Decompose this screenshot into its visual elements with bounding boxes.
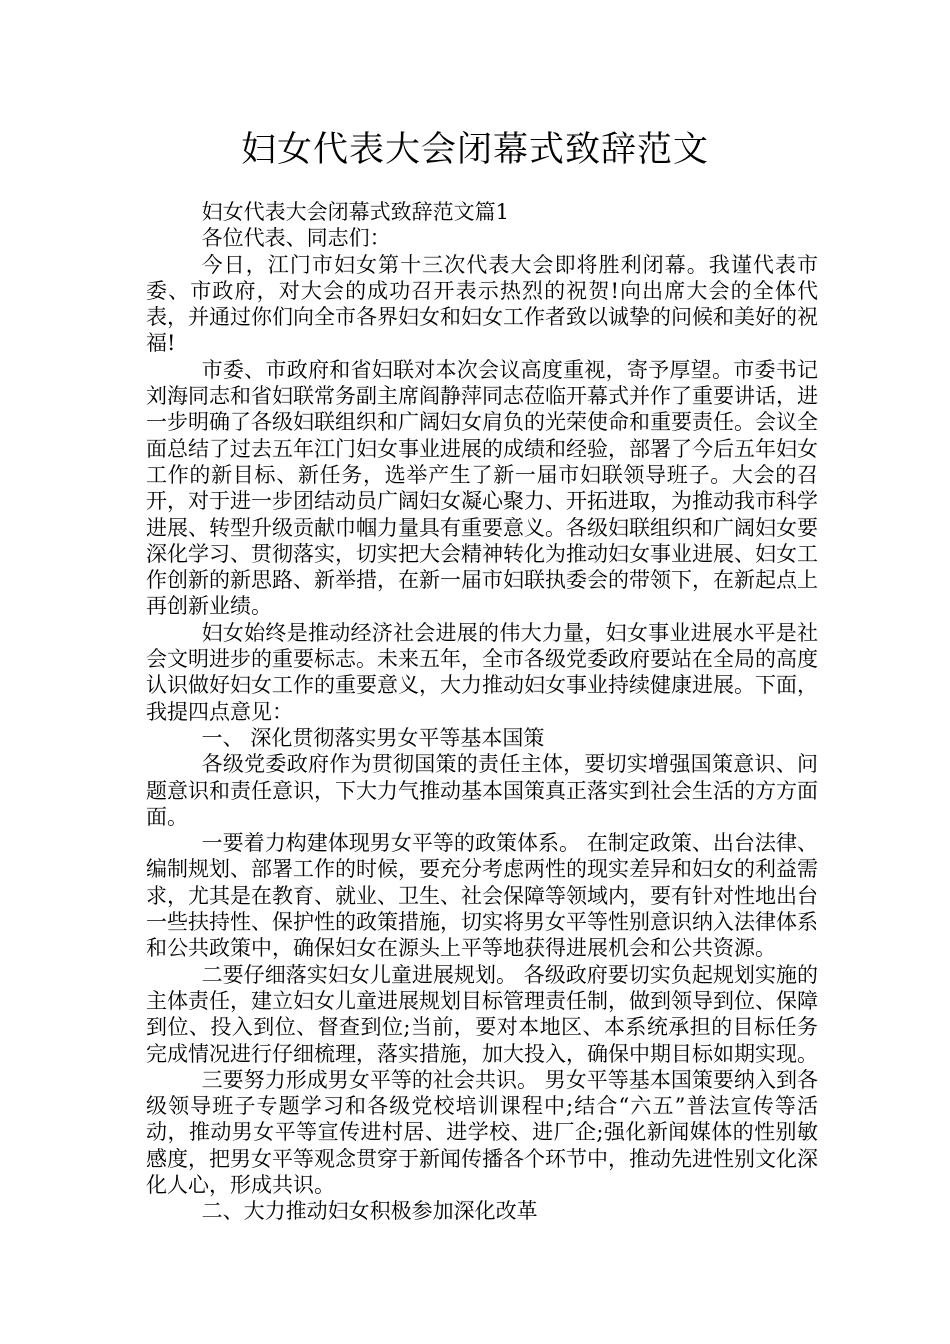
body-paragraph: 各级党委政府作为贯彻国策的责任主体，要切实增强国策意识、问题意识和责任意识，下大力气推动基本国策真正落实到社会生活的方方面面。 [146, 752, 818, 829]
section-heading: 一、 深化贯彻落实男女平等基本国策 [201, 725, 545, 750]
body-paragraph: 二要仔细落实妇女儿童进展规划。 各级政府要切实负起规划实施的主体责任，建立妇女儿童进展规划目标管理责任制，做到领导到位、保障到位、投入到位、督查到位;当前，要对本地区、本系统承担的目标任务完成情况进行仔细梳理，落实措施，加大投入，确保中期目标如期实现。 [146, 962, 818, 1066]
section-heading: 二、大力推动妇女积极参加深化改革 [201, 1199, 538, 1224]
body-paragraph: 三要努力形成男女平等的社会共识。 男女平等基本国策要纳入到各级领导班子专题学习和各级党校培训课程中;结合“六五”普法宣传等活动，推动男女平等宣传进村居、进学校、进厂企;强化新闻媒体的性别敏感度，把男女平等观念贯穿于新闻传播各个环节中，推动先进性别文化深化人心，形成共识。 [146, 1067, 818, 1197]
salutation-paragraph: 各位代表、同志们： [201, 226, 391, 251]
document-title: 妇女代表大会闭幕式致辞范文 [240, 130, 709, 170]
body-paragraph: 一要着力构建体现男女平等的政策体系。 在制定政策、出台法律、编制规划、部署工作的时候，要充分考虑两性的现实差异和妇女的利益需求，尤其是在教育、就业、卫生、社会保障等领域内，要有针对性地出台一些扶持性、保护性的政策措施，切实将男女平等性别意识纳入法律体系和公共政策中，确保妇女在源头上平等地获得进展机会和公共资源。 [146, 831, 818, 961]
body-paragraph: 妇女始终是推动经济社会进展的伟大力量，妇女事业进展水平是社会文明进步的重要标志。未来五年，全市各级党委政府要站在全局的高度认识做好妇女工作的重要意义，大力推动妇女事业持续健康进展。下面，我提四点意见： [146, 620, 818, 724]
document-body [146, 199, 818, 1225]
body-paragraph: 今日，江门市妇女第十三次代表大会即将胜利闭幕。我谨代表市委、市政府，对大会的成功召开表示热烈的祝贺!向出席大会的全体代表，并通过你们向全市各界妇女和妇女工作者致以诚挚的问候和美好的祝福! [146, 252, 818, 356]
body-paragraph: 市委、市政府和省妇联对本次会议高度重视，寄予厚望。市委书记刘海同志和省妇联常务副主席阎静萍同志莅临开幕式并作了重要讲话，进一步明确了各级妇联组织和广阔妇女肩负的光荣使命和重要责任。会议全面总结了过去五年江门妇女事业进展的成绩和经验，部署了今后五年妇女工作的新目标、新任务，选举产生了新一届市妇联领导班子。大会的召开，对于进一步团结动员广阔妇女凝心聚力、开拓进取，为推动我市科学进展、转型升级贡献巾帼力量具有重要意义。各级妇联组织和广阔妇女要深化学习、贯彻落实，切实把大会精神转化为推动妇女事业进展、妇女工作创新的新思路、新举措，在新一届市妇联执委会的带领下，在新起点上再创新业绩。 [146, 357, 818, 619]
subtitle-paragraph: 妇女代表大会闭幕式致辞范文篇1 [201, 200, 510, 224]
